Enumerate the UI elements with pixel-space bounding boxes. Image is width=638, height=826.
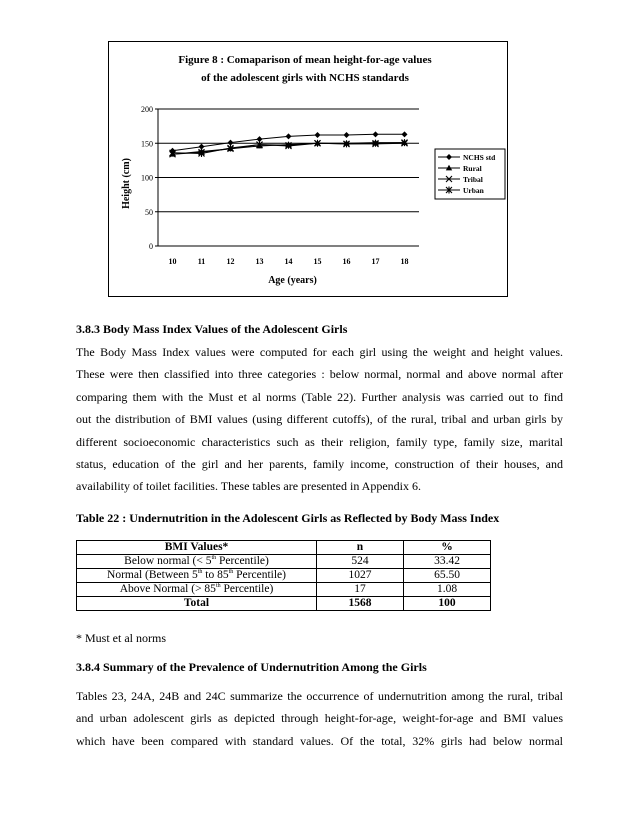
x-tick-label: 18 — [400, 257, 409, 266]
table-header-row — [77, 541, 491, 555]
table-footnote: * Must et al norms — [76, 631, 166, 645]
y-tick-label: 200 — [141, 105, 153, 114]
y-tick-label: 50 — [145, 207, 153, 217]
column-header: n — [317, 541, 404, 555]
x-tick-label: 17 — [371, 257, 380, 266]
x-tick-label: 15 — [313, 257, 322, 266]
para-line: different socioeconomic characteristics such as their religion, family type, family size, marital — [76, 434, 563, 449]
table-total-row — [77, 597, 491, 611]
total-percent-cell: 100 — [404, 597, 491, 611]
count-cell: 1027 — [317, 569, 404, 583]
bmi-category-cell: Above Normal (> 85th Percentile) — [77, 583, 317, 597]
x-tick-label: 16 — [342, 257, 351, 266]
table-row — [77, 583, 491, 597]
y-axis-label: Height (cm) — [121, 158, 132, 209]
chart-title: of the adolescent girls with NCHS standards — [201, 72, 409, 84]
x-tick-label: 14 — [284, 257, 293, 266]
para-line: Tables 23, 24A, 24B and 24C summarize the occurrence of undernutrition among the rural, tribal — [76, 689, 563, 703]
data-point — [344, 132, 350, 138]
table-row — [77, 555, 491, 569]
x-tick-label: 12 — [226, 257, 235, 266]
y-tick-label: 100 — [141, 173, 153, 183]
legend-label: Urban — [463, 186, 484, 195]
table-22-caption: Table 22 : Undernutrition in the Adolescent Girls as Reflected by Body Mass Index — [76, 511, 500, 525]
legend-label: Tribal — [463, 175, 483, 184]
percent-cell: 65.50 — [404, 569, 491, 583]
bmi-category-cell: Normal (Between 5th to 85th Percentile) — [77, 569, 317, 583]
percent-cell: 1.08 — [404, 583, 491, 597]
para-line: status, education of the girl and her parents, family income, construction of their houses, and — [76, 456, 563, 471]
bmi-table — [76, 540, 491, 611]
legend-label: Rural — [463, 164, 482, 173]
percent-cell: 33.42 — [404, 555, 491, 569]
column-header: BMI Values* — [77, 541, 317, 555]
data-point — [315, 132, 321, 138]
x-axis-label: Age (years) — [268, 275, 317, 286]
total-label-cell: Total — [77, 597, 317, 611]
section-383-paragraph — [76, 341, 563, 498]
y-tick-label: 150 — [141, 139, 153, 149]
para-line: The Body Mass Index values were computed for each girl using the weight and height values. — [76, 345, 563, 359]
section-384-heading: 3.8.4 Summary of the Prevalence of Undernutrition Among the Girls — [76, 660, 427, 674]
count-cell: 524 — [317, 555, 404, 569]
chart-svg — [109, 42, 509, 298]
para-line: out the distribution of BMI values (using different cutoffs), of the rural, tribal and urban girls by — [76, 412, 563, 427]
section-383-heading: 3.8.3 Body Mass Index Values of the Adolescent Girls — [76, 322, 348, 336]
para-line: These were then classified into three categories : below normal, normal and above normal after — [76, 367, 563, 382]
section-384-paragraph — [76, 685, 563, 752]
total-count-cell: 1568 — [317, 597, 404, 611]
figure-8-chart — [108, 41, 508, 297]
data-point — [286, 133, 292, 139]
x-tick-label: 11 — [197, 257, 206, 266]
data-point — [373, 131, 379, 137]
x-tick-label: 13 — [255, 257, 264, 266]
legend-label: NCHS std — [463, 153, 496, 162]
count-cell: 17 — [317, 583, 404, 597]
para-line: which have been compared with standard values. Of the total, 32% girls had below normal — [76, 733, 563, 748]
column-header: % — [404, 541, 491, 555]
chart-title: Figure 8 : Comaparison of mean height-for-age values — [178, 54, 432, 66]
para-line: comparing them with the Must et al norms (Table 22). Further analysis was carried out to find — [76, 389, 563, 404]
table-row — [77, 569, 491, 583]
para-line: availability of toilet facilities. These tables are presented in Appendix 6. — [76, 479, 422, 494]
para-line: and urban adolescent girls as depicted through height-for-age, weight-for-age and BMI values — [76, 711, 563, 726]
y-tick-label: 0 — [149, 242, 153, 251]
x-tick-label: 10 — [168, 257, 177, 266]
bmi-category-cell: Below normal (< 5th Percentile) — [77, 555, 317, 569]
data-point — [402, 131, 408, 137]
